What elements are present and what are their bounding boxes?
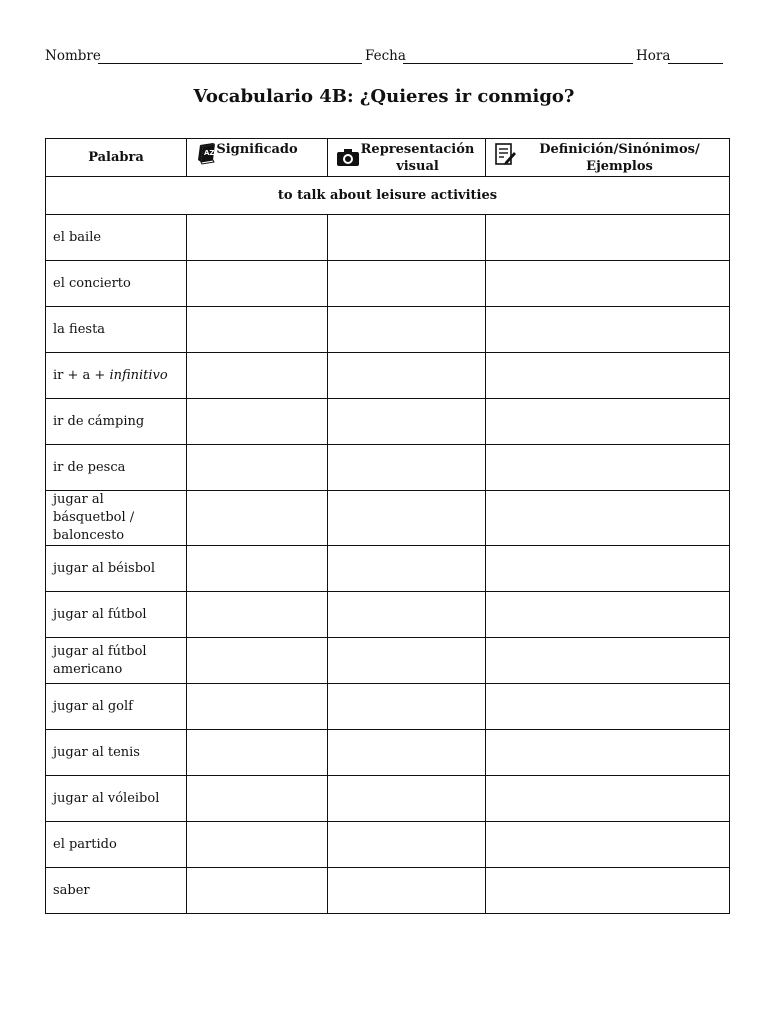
meaning-cell[interactable] — [187, 776, 328, 822]
definition-cell[interactable] — [486, 592, 730, 638]
meaning-cell[interactable] — [187, 261, 328, 307]
meaning-cell[interactable] — [187, 353, 328, 399]
meaning-cell[interactable] — [187, 638, 328, 684]
column-header-word: Palabra — [46, 139, 187, 177]
vocab-word: la fiesta — [46, 307, 187, 353]
definition-cell[interactable] — [486, 822, 730, 868]
table-row — [46, 776, 730, 822]
visual-cell[interactable] — [328, 638, 486, 684]
column-header-visual: Representación visual — [328, 139, 486, 177]
worksheet-title: Vocabulario 4B: ¿Quieres ir conmigo? — [193, 86, 575, 107]
vocab-word: saber — [46, 868, 187, 914]
camera-icon — [336, 147, 360, 171]
definition-cell[interactable] — [486, 868, 730, 914]
table-row — [46, 491, 730, 546]
visual-cell[interactable] — [328, 261, 486, 307]
meaning-cell[interactable] — [187, 491, 328, 546]
meaning-cell[interactable] — [187, 822, 328, 868]
column-header-meaning: AZ Significado — [187, 139, 328, 177]
definition-cell[interactable] — [486, 307, 730, 353]
meaning-cell[interactable] — [187, 546, 328, 592]
visual-cell[interactable] — [328, 776, 486, 822]
section-heading: to talk about leisure activities — [46, 177, 730, 215]
vocab-word: el baile — [46, 215, 187, 261]
definition-cell[interactable] — [486, 353, 730, 399]
meaning-cell[interactable] — [187, 445, 328, 491]
visual-cell[interactable] — [328, 307, 486, 353]
table-row — [46, 399, 730, 445]
visual-cell[interactable] — [328, 399, 486, 445]
definition-cell[interactable] — [486, 684, 730, 730]
definition-cell[interactable] — [486, 776, 730, 822]
meaning-cell[interactable] — [187, 868, 328, 914]
vocab-word: ir + a + infinitivo — [46, 353, 187, 399]
vocab-word: el concierto — [46, 261, 187, 307]
svg-text:AZ: AZ — [204, 149, 215, 157]
student-info-line — [45, 46, 723, 66]
table-row — [46, 638, 730, 684]
period-label: Hora — [636, 48, 671, 64]
vocab-word: ir de pesca — [46, 445, 187, 491]
definition-cell[interactable] — [486, 261, 730, 307]
vocab-word: jugar al tenis — [46, 730, 187, 776]
table-row — [46, 730, 730, 776]
visual-cell[interactable] — [328, 546, 486, 592]
vocab-word: jugar al vóleibol — [46, 776, 187, 822]
visual-cell[interactable] — [328, 445, 486, 491]
definition-cell[interactable] — [486, 445, 730, 491]
visual-cell[interactable] — [328, 215, 486, 261]
table-row — [46, 445, 730, 491]
meaning-cell[interactable] — [187, 684, 328, 730]
name-label: Nombre — [45, 48, 101, 64]
definition-cell[interactable] — [486, 399, 730, 445]
visual-cell[interactable] — [328, 730, 486, 776]
date-label: Fecha — [365, 48, 406, 64]
column-header-definition: Definición/Sinónimos/ Ejemplos — [486, 139, 730, 177]
vocab-word: jugar al básquetbol / baloncesto — [46, 491, 187, 546]
vocab-word: jugar al golf — [46, 684, 187, 730]
definition-cell[interactable] — [486, 546, 730, 592]
vocab-word: el partido — [46, 822, 187, 868]
table-row — [46, 684, 730, 730]
table-row — [46, 592, 730, 638]
visual-cell[interactable] — [328, 684, 486, 730]
vocab-word: jugar al fútbol — [46, 592, 187, 638]
visual-cell[interactable] — [328, 491, 486, 546]
vocab-word: jugar al béisbol — [46, 546, 187, 592]
table-row — [46, 822, 730, 868]
definition-cell[interactable] — [486, 730, 730, 776]
meaning-cell[interactable] — [187, 592, 328, 638]
vocab-word: ir de cámping — [46, 399, 187, 445]
meaning-cell[interactable] — [187, 215, 328, 261]
table-row — [46, 261, 730, 307]
definition-cell[interactable] — [486, 215, 730, 261]
table-row — [46, 546, 730, 592]
name-blank[interactable] — [98, 63, 362, 64]
table-row — [46, 868, 730, 914]
definition-cell[interactable] — [486, 638, 730, 684]
visual-cell[interactable] — [328, 592, 486, 638]
meaning-cell[interactable] — [187, 399, 328, 445]
visual-cell[interactable] — [328, 868, 486, 914]
visual-cell[interactable] — [328, 353, 486, 399]
table-row — [46, 215, 730, 261]
table-row — [46, 307, 730, 353]
vocabulary-table — [45, 138, 730, 914]
definition-cell[interactable] — [486, 491, 730, 546]
visual-cell[interactable] — [328, 822, 486, 868]
meaning-cell[interactable] — [187, 730, 328, 776]
vocab-word: jugar al fútbol americano — [46, 638, 187, 684]
date-blank[interactable] — [403, 63, 633, 64]
dictionary-book-icon — [195, 141, 219, 169]
table-row — [46, 353, 730, 399]
period-blank[interactable] — [668, 63, 723, 64]
notepad-pencil-icon — [494, 141, 518, 171]
meaning-cell[interactable] — [187, 307, 328, 353]
